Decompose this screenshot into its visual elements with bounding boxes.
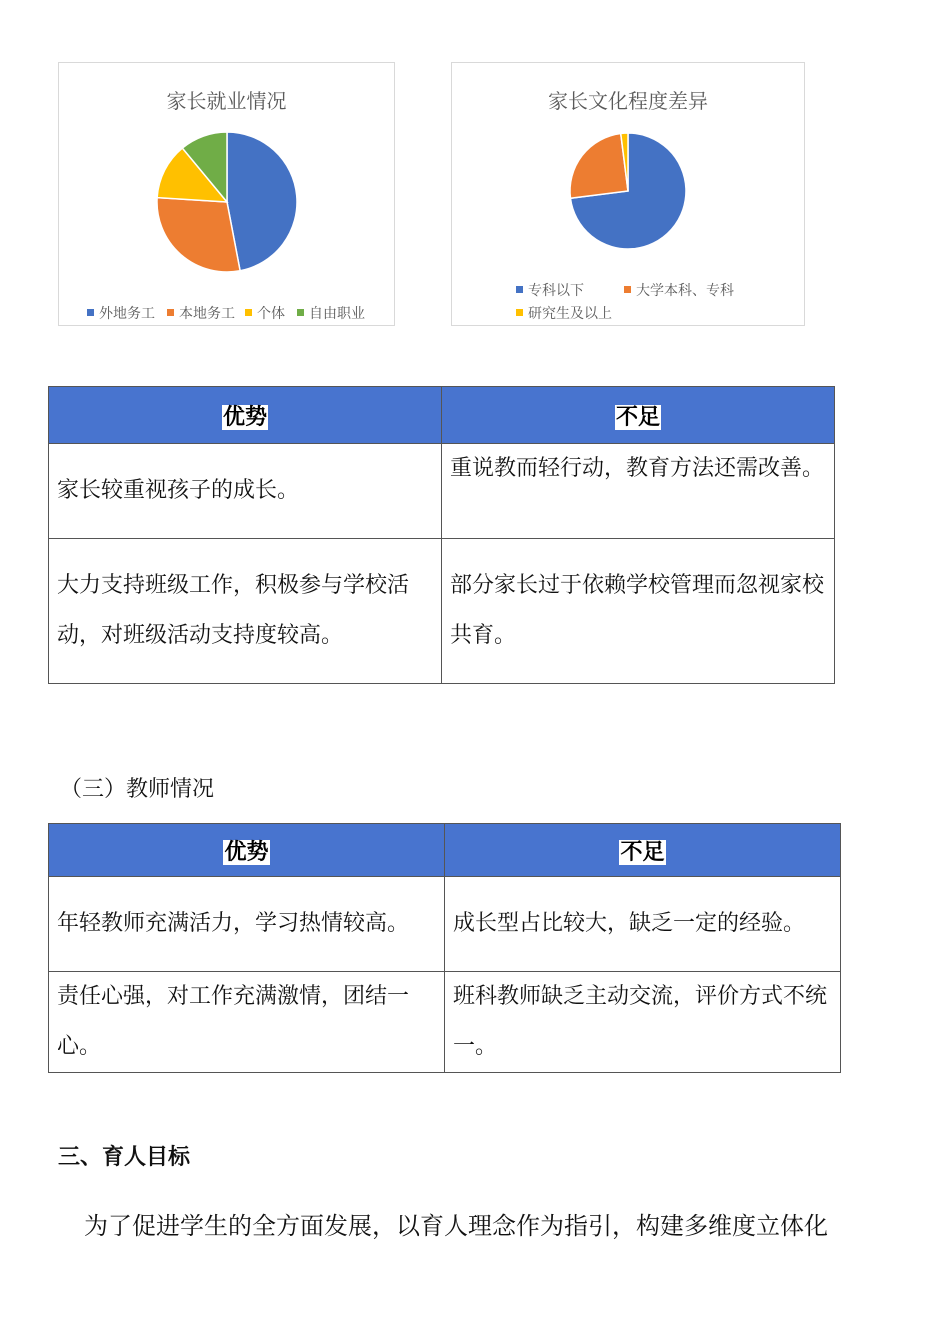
table-cell: 重说教而轻行动，教育方法还需改善。 xyxy=(442,444,835,539)
legend-item xyxy=(167,303,235,323)
legend-label: 本地务工 xyxy=(179,306,235,322)
legend-label: 自由职业 xyxy=(309,306,365,322)
table-cell: 班科教师缺乏主动交流，评价方式不统一。 xyxy=(445,972,841,1073)
teachers-table xyxy=(48,823,841,1073)
legend-swatch xyxy=(624,286,631,293)
body-paragraph: 为了促进学生的全方面发展，以育人理念作为指引，构建多维度立体化 xyxy=(84,1212,828,1240)
table-cell: 部分家长过于依赖学校管理而忽视家校共育。 xyxy=(442,539,835,684)
legend-swatch xyxy=(516,286,523,293)
chart-legend xyxy=(452,63,804,325)
education-chart xyxy=(451,62,805,326)
employment-chart xyxy=(58,62,395,326)
header-advantage: 优势 xyxy=(49,387,442,444)
legend-item xyxy=(87,303,155,323)
legend-label: 个体 xyxy=(257,306,285,322)
table-cell: 年轻教师充满活力，学习热情较高。 xyxy=(49,877,445,972)
table-header-row xyxy=(49,824,841,877)
legend-swatch xyxy=(167,309,174,316)
legend-item xyxy=(516,303,612,323)
legend-label: 外地务工 xyxy=(99,306,155,322)
section-heading: 三、育人目标 xyxy=(58,1145,191,1170)
table-cell: 家长较重视孩子的成长。 xyxy=(49,444,442,539)
header-shortcoming: 不足 xyxy=(442,387,835,444)
table-row xyxy=(49,877,841,972)
table-row xyxy=(49,972,841,1073)
legend-item xyxy=(297,303,365,323)
table-cell: 成长型占比较大，缺乏一定的经验。 xyxy=(445,877,841,972)
legend-label: 大学本科、专科 xyxy=(636,283,734,299)
legend-label: 研究生及以上 xyxy=(528,306,612,322)
legend-item xyxy=(245,303,285,323)
table-cell: 责任心强，对工作充满激情，团结一心。 xyxy=(49,972,445,1073)
header-shortcoming: 不足 xyxy=(445,824,841,877)
legend-swatch xyxy=(245,309,252,316)
chart-title: 家长文化程度差异 xyxy=(548,89,708,113)
table-header-row xyxy=(49,387,835,444)
chart-title: 家长就业情况 xyxy=(166,89,287,113)
legend-item xyxy=(624,280,734,300)
legend-item xyxy=(516,280,584,300)
teacher-section-title: （三）教师情况 xyxy=(60,777,215,802)
legend-swatch xyxy=(297,309,304,316)
legend-swatch xyxy=(516,309,523,316)
parents-table xyxy=(48,386,835,684)
table-cell: 大力支持班级工作，积极参与学校活动，对班级活动支持度较高。 xyxy=(49,539,442,684)
header-advantage: 优势 xyxy=(49,824,445,877)
table-row xyxy=(49,539,835,684)
chart-legend xyxy=(59,63,394,325)
legend-label: 专科以下 xyxy=(528,283,584,299)
legend-swatch xyxy=(87,309,94,316)
table-row xyxy=(49,444,835,539)
